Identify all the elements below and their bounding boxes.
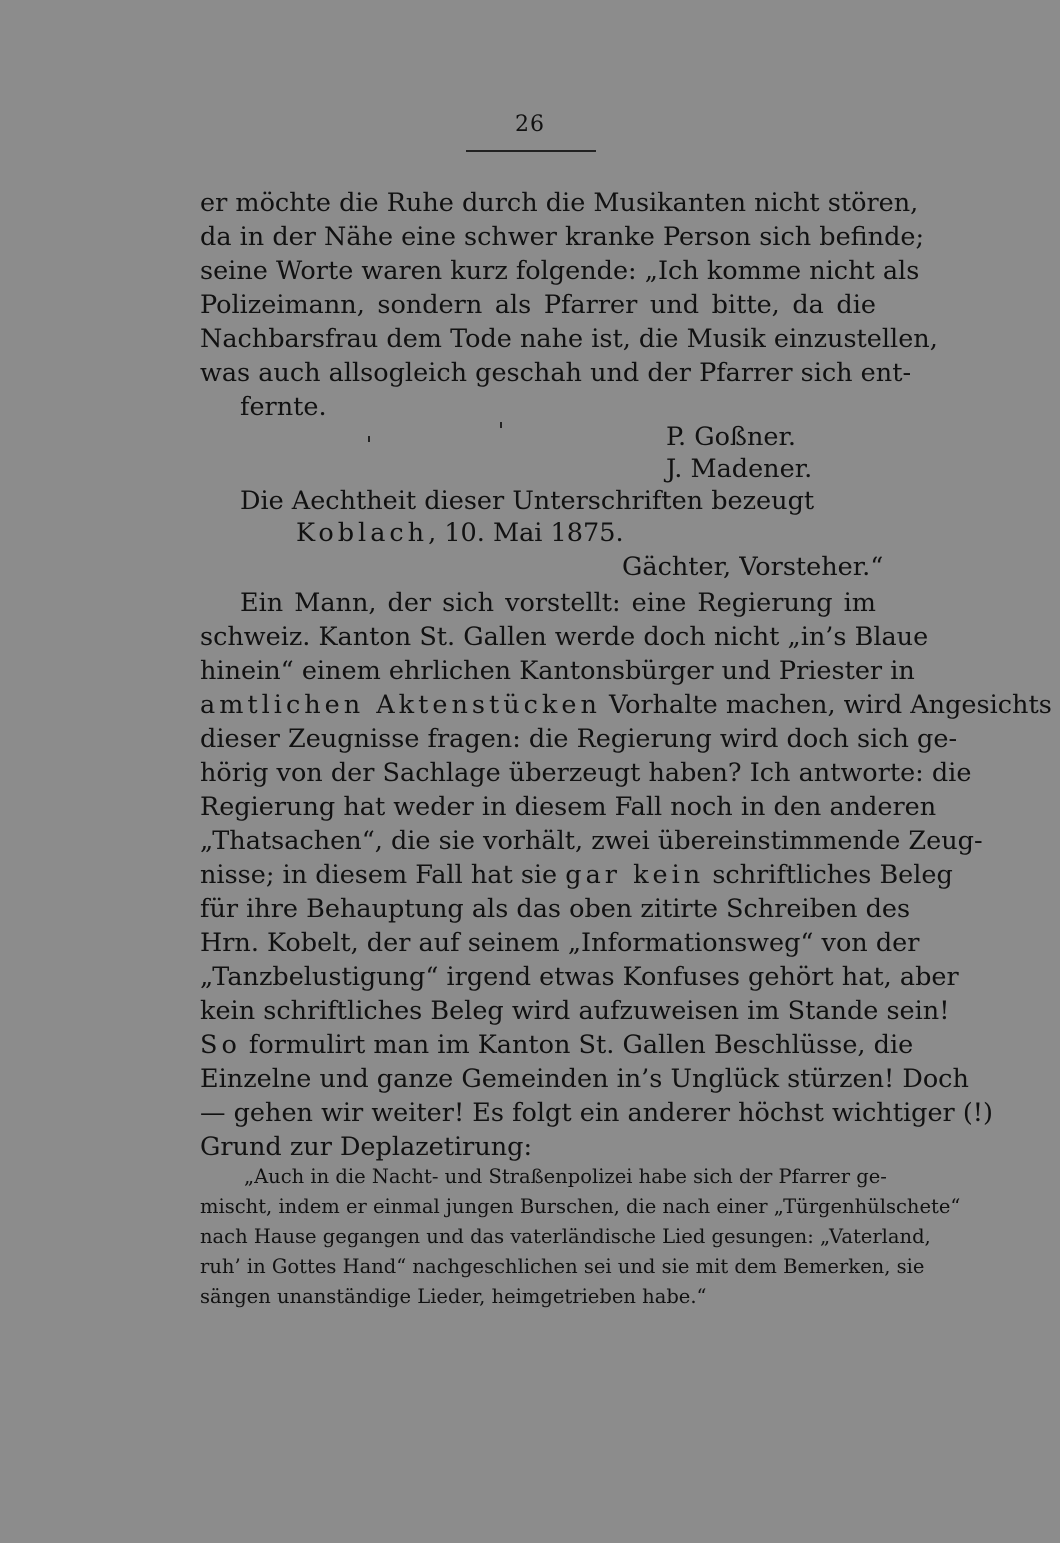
paragraph-line: hörig von der Sachlage überzeugt haben? Ich antworte: die <box>200 758 972 788</box>
attestation-place: Koblach <box>296 518 429 548</box>
spaced-emphasis: gar kein <box>565 860 705 890</box>
signature-gossner: P. Goßner. <box>666 422 796 452</box>
paragraph-line: hinein“ einem ehrlichen Kantonsbürger und Priester in <box>200 656 915 686</box>
paragraph-line: Hrn. Kobelt, der auf seinem „Informationsweg“ von der <box>200 928 920 958</box>
paragraph-line: Einzelne und ganze Gemeinden in’s Unglück stürzen! Doch <box>200 1064 969 1094</box>
paragraph-line: für ihre Behauptung als das oben zitirte Schreiben des <box>200 894 911 924</box>
paragraph-line: Ein Mann, der sich vorstellt: eine Regierung im <box>240 588 876 618</box>
quote-line: sängen unanständige Lieder, heimgetrieben habe.“ <box>200 1285 707 1308</box>
paragraph-line: Polizeimann, sondern als Pfarrer und bitte, da die <box>200 290 876 320</box>
spaced-emphasis: So <box>200 1030 241 1060</box>
attestation-signer: Gächter, Vorsteher.“ <box>622 552 884 582</box>
signature-madener: J. Madener. <box>666 454 813 484</box>
paragraph-line: Nachbarsfrau dem Tode nahe ist, die Musik einzustellen, <box>200 324 938 354</box>
line-rest: formulirt man im Kanton St. Gallen Beschlüsse, die <box>240 1030 914 1060</box>
paragraph-line: „Tanzbelustigung“ irgend etwas Konfuses gehört hat, aber <box>200 962 959 992</box>
quote-line: nach Hause gegangen und das vaterländische Lied gesungen: „Vaterland, <box>200 1225 931 1248</box>
attestation-place-date <box>296 516 624 550</box>
attestation-text: Die Aechtheit dieser Unterschriften bezeugt <box>240 486 815 516</box>
spaced-emphasis: amtlichen Aktenstücken <box>200 690 601 720</box>
paragraph-line: fernte. <box>240 392 327 422</box>
paragraph-line <box>200 1028 914 1062</box>
line-start: nisse; in diesem Fall hat sie <box>200 860 566 890</box>
paragraph-line: was auch allsogleich geschah und der Pfarrer sich ent- <box>200 358 912 388</box>
paragraph-line <box>200 858 953 892</box>
paragraph-line: — gehen wir weiter! Es folgt ein anderer höchst wichtiger (!) <box>200 1098 993 1128</box>
page-number: 26 <box>515 112 545 137</box>
paragraph-line: schweiz. Kanton St. Gallen werde doch nicht „in’s Blaue <box>200 622 929 652</box>
paragraph-line: da in der Nähe eine schwer kranke Person sich befinde; <box>200 222 925 252</box>
quote-line: ruh’ in Gottes Hand“ nachgeschlichen sei und sie mit dem Bemerken, sie <box>200 1255 925 1278</box>
stray-mark <box>368 436 370 442</box>
paragraph-line <box>200 688 1052 722</box>
quote-line: mischt, indem er einmal jungen Burschen, die nach einer „Türgenhülschete“ <box>200 1195 961 1218</box>
paragraph-line: Grund zur Deplazetirung: <box>200 1132 533 1162</box>
paragraph-line: kein schriftliches Beleg wird aufzuweisen im Stande sein! <box>200 996 950 1026</box>
stray-mark <box>500 422 502 428</box>
paragraph-line: Regierung hat weder in diesem Fall noch in den anderen <box>200 792 937 822</box>
paragraph-line: „Thatsachen“, die sie vorhält, zwei übereinstimmende Zeug- <box>200 826 983 856</box>
paragraph-line: seine Worte waren kurz folgende: „Ich komme nicht als <box>200 256 920 286</box>
quote-line: „Auch in die Nacht- und Straßenpolizei habe sich der Pfarrer ge- <box>244 1165 887 1188</box>
line-rest: Vorhalte machen, wird Angesichts <box>600 690 1052 720</box>
paragraph-line: er möchte die Ruhe durch die Musikanten nicht stören, <box>200 188 919 218</box>
line-rest: schriftliches Beleg <box>704 860 953 890</box>
attestation-date: , 10. Mai 1875. <box>428 518 624 548</box>
header-rule <box>466 150 596 152</box>
paragraph-line: dieser Zeugnisse fragen: die Regierung wird doch sich ge- <box>200 724 958 754</box>
